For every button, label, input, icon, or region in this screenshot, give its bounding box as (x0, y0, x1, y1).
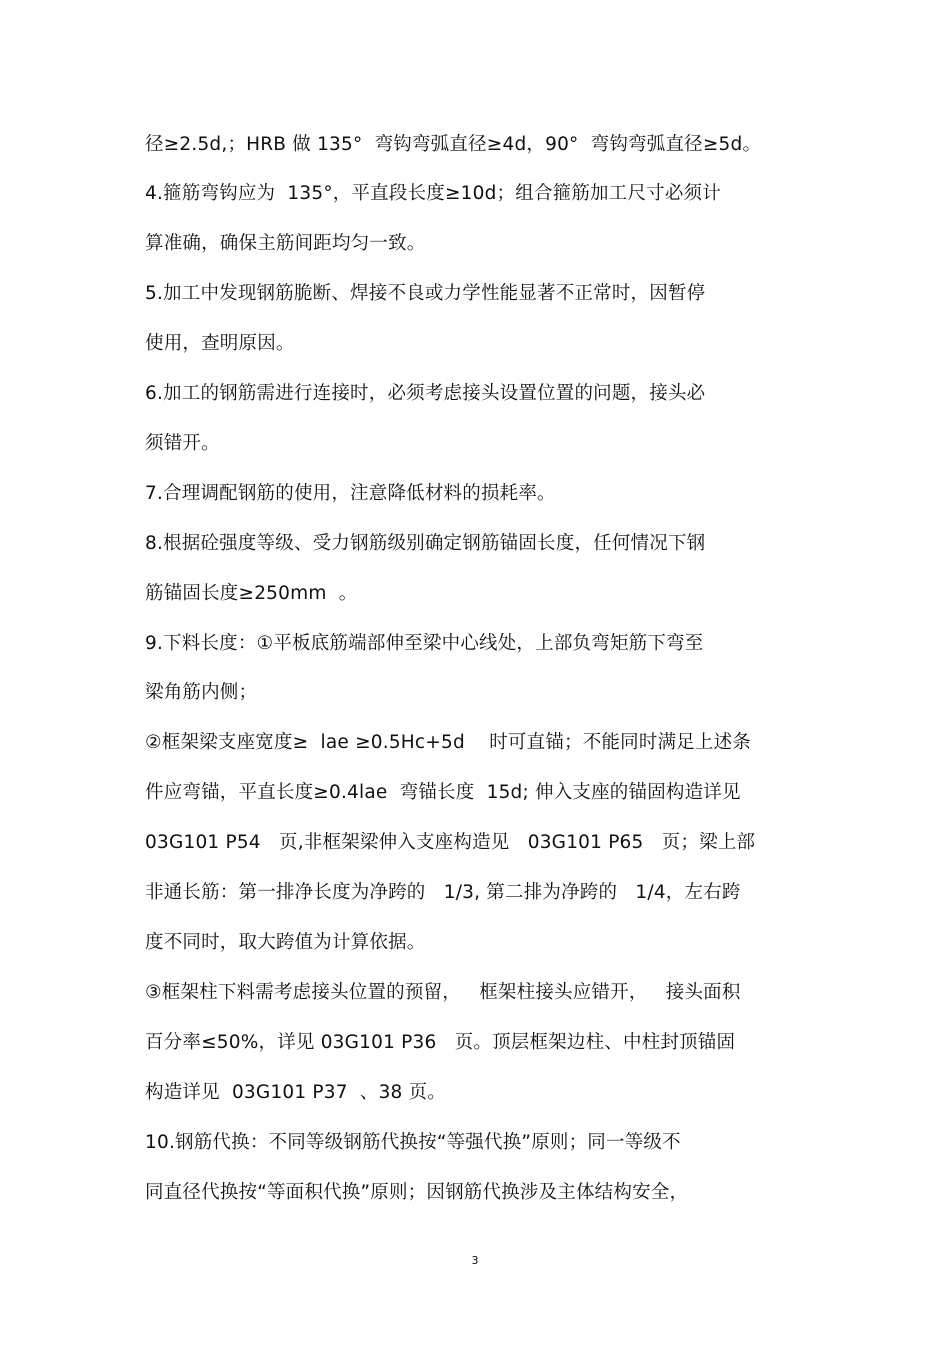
text-line-10: 筋锚固长度≥250mm 。 (145, 583, 358, 604)
text-line-6: 6.加工的钢筋需进行连接时，必须考虑接头设置位置的问题，接头必 (145, 383, 706, 404)
text-line-3: 算准确，确保主筋间距均匀一致。 (145, 233, 426, 254)
text-line-20: 构造详见 03G101 P37 、38 页。 (145, 1082, 447, 1103)
text-line-2: 4.箍筋弯钩应为 135°，平直段长度≥10d；组合箍筋加工尺寸必须计 (145, 183, 721, 204)
text-line-16: 非通长筋：第一排净长度为净跨的 1/3, 第二排为净跨的 1/4，左右跨 (145, 882, 741, 903)
text-line-22: 同直径代换按“等面积代换”原则；因钢筋代换涉及主体结构安全， (145, 1182, 689, 1203)
text-line-9: 8.根据砼强度等级、受力钢筋级别确定钢筋锚固长度，任何情况下钢 (145, 533, 706, 554)
text-line-8: 7.合理调配钢筋的使用，注意降低材料的损耗率。 (145, 483, 556, 504)
text-line-7: 须错开。 (145, 433, 220, 454)
text-line-18: ③框架柱下料需考虑接头位置的预留， 框架柱接头应错开， 接头面积 (145, 982, 741, 1003)
text-line-11: 9.下料长度：①平板底筋端部伸至梁中心线处，上部负弯矩筋下弯至 (145, 633, 704, 654)
text-line-14: 件应弯锚，平直长度≥0.4lae 弯锚长度 15d; 伸入支座的锚固构造详见 (145, 782, 741, 803)
text-line-4: 5.加工中发现钢筋脆断、焊接不良或力学性能显著不正常时，因暂停 (145, 283, 706, 304)
text-line-13: ②框架梁支座宽度≥ lae ≥0.5Hc+5d 时可直锚；不能同时满足上述条 (145, 732, 752, 753)
text-line-12: 梁角筋内侧； (145, 682, 258, 703)
text-line-15: 03G101 P54 页,非框架梁伸入支座构造见 03G101 P65 页；梁上部 (145, 832, 756, 853)
page-number: 3 (471, 1254, 479, 1267)
text-line-19: 百分率≤50%，详见 03G101 P36 页。顶层框架边柱、中柱封顶锚固 (145, 1032, 736, 1053)
text-line-5: 使用，查明原因。 (145, 333, 295, 354)
text-line-1: 径≥2.5d,；HRB 做 135° 弯钩弯弧直径≥4d，90° 弯钩弯弧直径≥5d。 (145, 134, 762, 155)
text-line-21: 10.钢筋代换：不同等级钢筋代换按“等强代换”原则；同一等级不 (145, 1132, 681, 1153)
text-line-17: 度不同时，取大跨值为计算依据。 (145, 932, 426, 953)
